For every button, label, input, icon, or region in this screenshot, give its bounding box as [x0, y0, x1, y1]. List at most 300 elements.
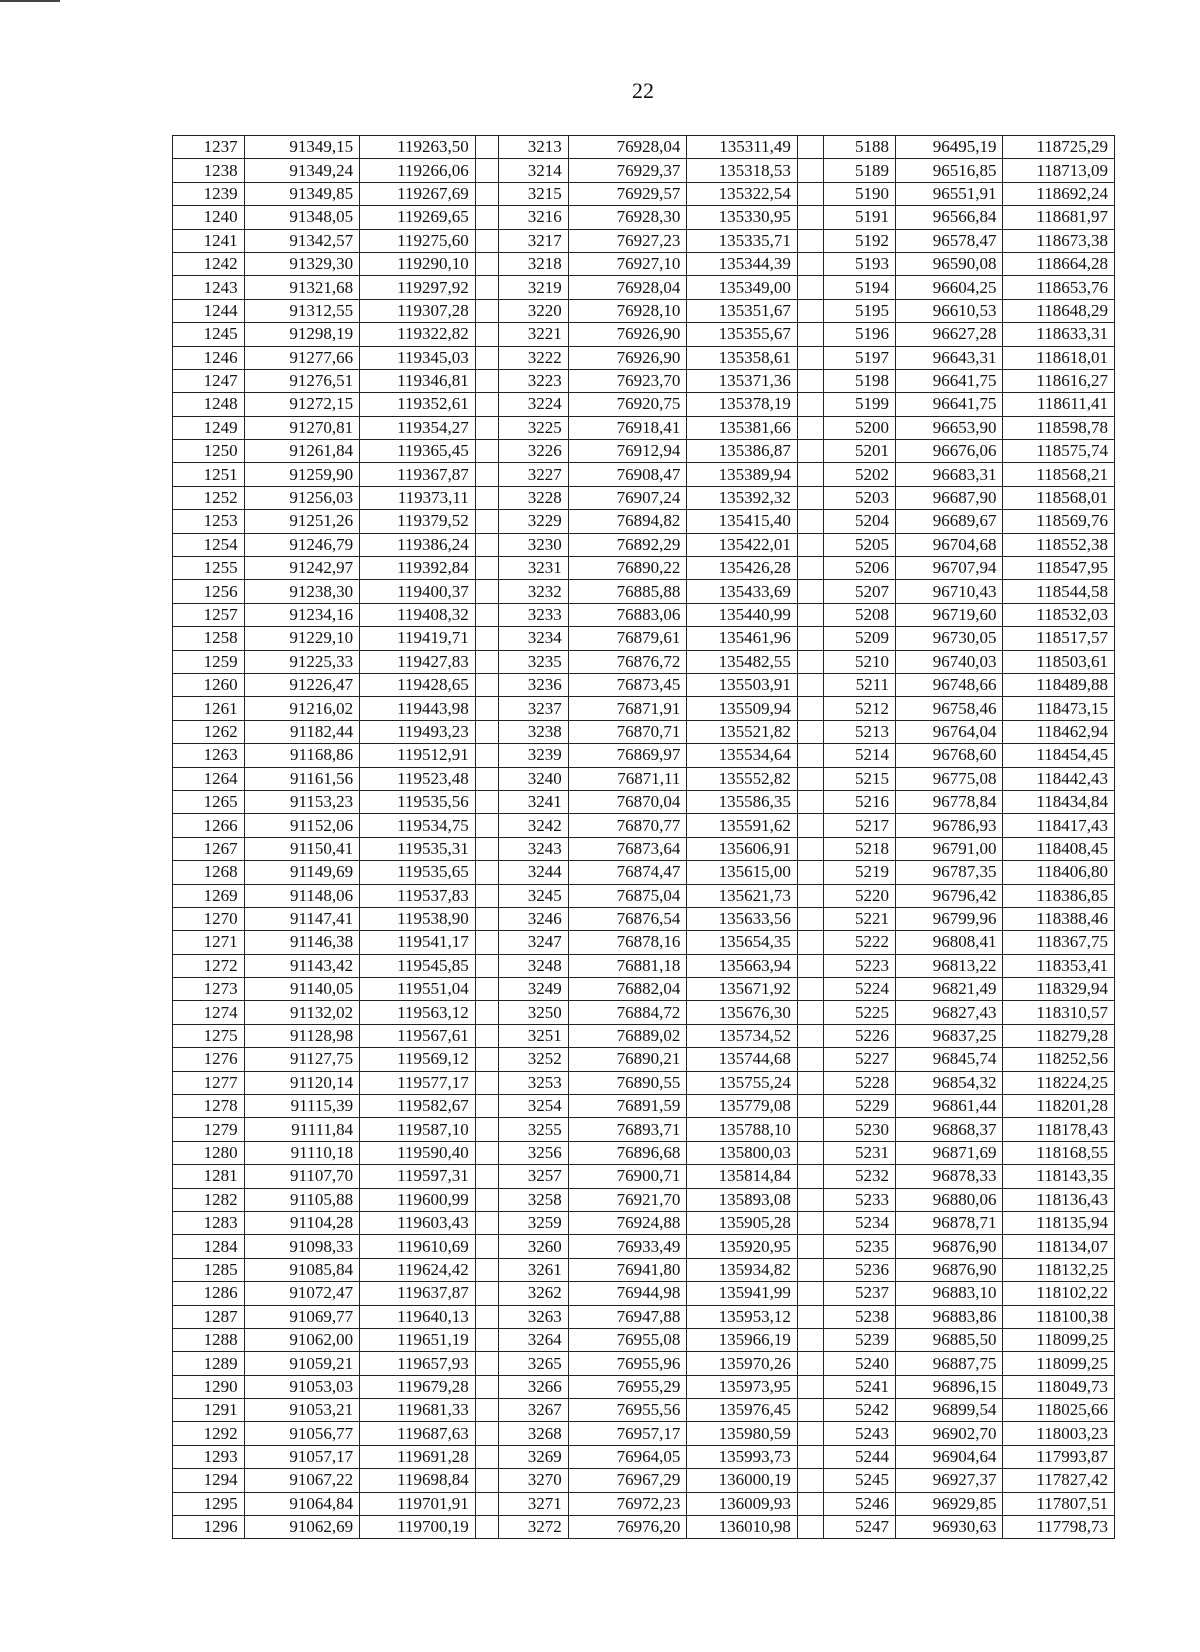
middle-y-coordinate-cell: 135788,10 — [687, 1118, 797, 1141]
right-point-number-cell: 5225 — [824, 1001, 896, 1024]
table-row — [173, 744, 1115, 767]
middle-x-coordinate-cell: 76955,29 — [568, 1375, 687, 1398]
left-x-coordinate-cell: 91132,02 — [244, 1001, 360, 1024]
right-point-number-cell: 5191 — [824, 206, 896, 229]
middle-y-coordinate-cell: 135349,00 — [687, 276, 797, 299]
left-point-number-cell: 1289 — [173, 1352, 245, 1375]
page-number: 22 — [632, 78, 654, 103]
left-y-coordinate-cell: 119538,90 — [360, 907, 476, 930]
middle-x-coordinate-cell: 76870,04 — [568, 790, 687, 813]
right-y-coordinate-cell: 118135,94 — [1003, 1211, 1115, 1234]
right-point-number-cell: 5213 — [824, 720, 896, 743]
right-y-coordinate-cell: 118544,58 — [1003, 580, 1115, 603]
left-point-number-cell: 1295 — [173, 1492, 245, 1515]
right-x-coordinate-cell: 96883,10 — [896, 1282, 1003, 1305]
middle-x-coordinate-cell: 76869,97 — [568, 744, 687, 767]
column-gap — [797, 790, 824, 813]
column-gap — [797, 1492, 824, 1515]
right-point-number-cell: 5241 — [824, 1375, 896, 1398]
middle-point-number-cell: 3258 — [499, 1188, 569, 1211]
middle-y-coordinate-cell: 135371,36 — [687, 369, 797, 392]
right-point-number-cell: 5236 — [824, 1258, 896, 1281]
middle-y-coordinate-cell: 135755,24 — [687, 1071, 797, 1094]
middle-point-number-cell: 3271 — [499, 1492, 569, 1515]
middle-point-number-cell: 3251 — [499, 1024, 569, 1047]
right-point-number-cell: 5243 — [824, 1422, 896, 1445]
right-point-number-cell: 5195 — [824, 299, 896, 322]
right-x-coordinate-cell: 96516,85 — [896, 159, 1003, 182]
middle-y-coordinate-cell: 135966,19 — [687, 1328, 797, 1351]
right-point-number-cell: 5233 — [824, 1188, 896, 1211]
right-x-coordinate-cell: 96719,60 — [896, 603, 1003, 626]
middle-x-coordinate-cell: 76881,18 — [568, 954, 687, 977]
middle-x-coordinate-cell: 76927,23 — [568, 229, 687, 252]
right-point-number-cell: 5205 — [824, 533, 896, 556]
left-y-coordinate-cell: 119701,91 — [360, 1492, 476, 1515]
right-point-number-cell: 5190 — [824, 182, 896, 205]
right-x-coordinate-cell: 96883,86 — [896, 1305, 1003, 1328]
left-point-number-cell: 1251 — [173, 463, 245, 486]
column-gap — [475, 1048, 499, 1071]
middle-x-coordinate-cell: 76883,06 — [568, 603, 687, 626]
middle-point-number-cell: 3214 — [499, 159, 569, 182]
left-y-coordinate-cell: 119567,61 — [360, 1024, 476, 1047]
column-gap — [797, 1048, 824, 1071]
right-y-coordinate-cell: 118136,43 — [1003, 1188, 1115, 1211]
left-x-coordinate-cell: 91085,84 — [244, 1258, 360, 1281]
table-row — [173, 931, 1115, 954]
left-x-coordinate-cell: 91062,00 — [244, 1328, 360, 1351]
left-point-number-cell: 1263 — [173, 744, 245, 767]
left-y-coordinate-cell: 119386,24 — [360, 533, 476, 556]
right-x-coordinate-cell: 96896,15 — [896, 1375, 1003, 1398]
table-row — [173, 1001, 1115, 1024]
table-row — [173, 1328, 1115, 1351]
column-gap — [797, 299, 824, 322]
left-y-coordinate-cell: 119352,61 — [360, 393, 476, 416]
right-y-coordinate-cell: 117798,73 — [1003, 1516, 1115, 1539]
left-y-coordinate-cell: 119307,28 — [360, 299, 476, 322]
right-y-coordinate-cell: 118568,01 — [1003, 486, 1115, 509]
middle-y-coordinate-cell: 135779,08 — [687, 1095, 797, 1118]
left-point-number-cell: 1266 — [173, 814, 245, 837]
column-gap — [475, 1422, 499, 1445]
left-x-coordinate-cell: 91072,47 — [244, 1282, 360, 1305]
column-gap — [475, 229, 499, 252]
table-row — [173, 837, 1115, 860]
right-point-number-cell: 5228 — [824, 1071, 896, 1094]
right-y-coordinate-cell: 118279,28 — [1003, 1024, 1115, 1047]
middle-y-coordinate-cell: 135552,82 — [687, 767, 797, 790]
right-y-coordinate-cell: 118618,01 — [1003, 346, 1115, 369]
left-point-number-cell: 1249 — [173, 416, 245, 439]
column-gap — [475, 1375, 499, 1398]
middle-y-coordinate-cell: 135676,30 — [687, 1001, 797, 1024]
column-gap — [797, 1516, 824, 1539]
middle-y-coordinate-cell: 135814,84 — [687, 1165, 797, 1188]
right-y-coordinate-cell: 118442,43 — [1003, 767, 1115, 790]
middle-x-coordinate-cell: 76890,21 — [568, 1048, 687, 1071]
right-point-number-cell: 5208 — [824, 603, 896, 626]
right-point-number-cell: 5202 — [824, 463, 896, 486]
middle-point-number-cell: 3247 — [499, 931, 569, 954]
right-point-number-cell: 5219 — [824, 861, 896, 884]
right-y-coordinate-cell: 118132,25 — [1003, 1258, 1115, 1281]
middle-point-number-cell: 3229 — [499, 510, 569, 533]
column-gap — [475, 861, 499, 884]
middle-y-coordinate-cell: 135433,69 — [687, 580, 797, 603]
table-row — [173, 1165, 1115, 1188]
column-gap — [797, 650, 824, 673]
right-y-coordinate-cell: 118417,43 — [1003, 814, 1115, 837]
left-y-coordinate-cell: 119603,43 — [360, 1211, 476, 1234]
table-row — [173, 346, 1115, 369]
left-y-coordinate-cell: 119563,12 — [360, 1001, 476, 1024]
left-x-coordinate-cell: 91105,88 — [244, 1188, 360, 1211]
middle-y-coordinate-cell: 136010,98 — [687, 1516, 797, 1539]
right-y-coordinate-cell: 118648,29 — [1003, 299, 1115, 322]
table-row — [173, 907, 1115, 930]
middle-point-number-cell: 3238 — [499, 720, 569, 743]
middle-y-coordinate-cell: 135621,73 — [687, 884, 797, 907]
middle-y-coordinate-cell: 135482,55 — [687, 650, 797, 673]
right-y-coordinate-cell: 118681,97 — [1003, 206, 1115, 229]
right-point-number-cell: 5216 — [824, 790, 896, 813]
middle-point-number-cell: 3231 — [499, 557, 569, 580]
left-y-coordinate-cell: 119535,56 — [360, 790, 476, 813]
left-y-coordinate-cell: 119535,31 — [360, 837, 476, 860]
table-row — [173, 720, 1115, 743]
middle-point-number-cell: 3242 — [499, 814, 569, 837]
left-point-number-cell: 1269 — [173, 884, 245, 907]
column-gap — [797, 861, 824, 884]
right-y-coordinate-cell: 118102,22 — [1003, 1282, 1115, 1305]
column-gap — [797, 580, 824, 603]
left-point-number-cell: 1278 — [173, 1095, 245, 1118]
left-point-number-cell: 1254 — [173, 533, 245, 556]
right-y-coordinate-cell: 118434,84 — [1003, 790, 1115, 813]
right-x-coordinate-cell: 96551,91 — [896, 182, 1003, 205]
left-y-coordinate-cell: 119691,28 — [360, 1445, 476, 1468]
column-gap — [797, 1211, 824, 1234]
middle-x-coordinate-cell: 76884,72 — [568, 1001, 687, 1024]
left-point-number-cell: 1265 — [173, 790, 245, 813]
middle-point-number-cell: 3249 — [499, 978, 569, 1001]
column-gap — [475, 533, 499, 556]
middle-point-number-cell: 3225 — [499, 416, 569, 439]
middle-y-coordinate-cell: 135671,92 — [687, 978, 797, 1001]
left-x-coordinate-cell: 91057,17 — [244, 1445, 360, 1468]
table-row — [173, 1305, 1115, 1328]
left-y-coordinate-cell: 119379,52 — [360, 510, 476, 533]
right-point-number-cell: 5215 — [824, 767, 896, 790]
middle-x-coordinate-cell: 76876,54 — [568, 907, 687, 930]
left-point-number-cell: 1240 — [173, 206, 245, 229]
column-gap — [797, 1305, 824, 1328]
column-gap — [797, 369, 824, 392]
right-x-coordinate-cell: 96929,85 — [896, 1492, 1003, 1515]
middle-x-coordinate-cell: 76876,72 — [568, 650, 687, 673]
column-gap — [475, 907, 499, 930]
right-x-coordinate-cell: 96495,19 — [896, 136, 1003, 159]
middle-y-coordinate-cell: 135503,91 — [687, 673, 797, 696]
column-gap — [475, 206, 499, 229]
right-y-coordinate-cell: 118134,07 — [1003, 1235, 1115, 1258]
middle-point-number-cell: 3270 — [499, 1469, 569, 1492]
left-point-number-cell: 1280 — [173, 1141, 245, 1164]
left-y-coordinate-cell: 119428,65 — [360, 673, 476, 696]
left-x-coordinate-cell: 91056,77 — [244, 1422, 360, 1445]
right-point-number-cell: 5245 — [824, 1469, 896, 1492]
table-row — [173, 1235, 1115, 1258]
left-y-coordinate-cell: 119346,81 — [360, 369, 476, 392]
middle-y-coordinate-cell: 135615,00 — [687, 861, 797, 884]
column-gap — [797, 393, 824, 416]
right-x-coordinate-cell: 96778,84 — [896, 790, 1003, 813]
right-y-coordinate-cell: 118616,27 — [1003, 369, 1115, 392]
right-x-coordinate-cell: 96796,42 — [896, 884, 1003, 907]
left-x-coordinate-cell: 91242,97 — [244, 557, 360, 580]
middle-x-coordinate-cell: 76929,57 — [568, 182, 687, 205]
column-gap — [797, 463, 824, 486]
middle-x-coordinate-cell: 76928,04 — [568, 136, 687, 159]
middle-point-number-cell: 3224 — [499, 393, 569, 416]
left-y-coordinate-cell: 119392,84 — [360, 557, 476, 580]
left-y-coordinate-cell: 119637,87 — [360, 1282, 476, 1305]
column-gap — [475, 884, 499, 907]
right-point-number-cell: 5217 — [824, 814, 896, 837]
left-x-coordinate-cell: 91053,21 — [244, 1399, 360, 1422]
right-y-coordinate-cell: 118575,74 — [1003, 440, 1115, 463]
right-point-number-cell: 5221 — [824, 907, 896, 930]
column-gap — [475, 136, 499, 159]
middle-y-coordinate-cell: 135663,94 — [687, 954, 797, 977]
left-x-coordinate-cell: 91272,15 — [244, 393, 360, 416]
right-point-number-cell: 5197 — [824, 346, 896, 369]
right-x-coordinate-cell: 96610,53 — [896, 299, 1003, 322]
middle-x-coordinate-cell: 76892,29 — [568, 533, 687, 556]
left-point-number-cell: 1256 — [173, 580, 245, 603]
right-x-coordinate-cell: 96764,04 — [896, 720, 1003, 743]
column-gap — [475, 1165, 499, 1188]
right-x-coordinate-cell: 96854,32 — [896, 1071, 1003, 1094]
left-x-coordinate-cell: 91098,33 — [244, 1235, 360, 1258]
middle-y-coordinate-cell: 135993,73 — [687, 1445, 797, 1468]
table-row — [173, 650, 1115, 673]
table-row — [173, 486, 1115, 509]
left-x-coordinate-cell: 91349,24 — [244, 159, 360, 182]
middle-x-coordinate-cell: 76894,82 — [568, 510, 687, 533]
right-x-coordinate-cell: 96683,31 — [896, 463, 1003, 486]
table-row — [173, 1492, 1115, 1515]
middle-point-number-cell: 3248 — [499, 954, 569, 977]
column-gap — [475, 1188, 499, 1211]
left-point-number-cell: 1291 — [173, 1399, 245, 1422]
middle-y-coordinate-cell: 135311,49 — [687, 136, 797, 159]
middle-point-number-cell: 3264 — [499, 1328, 569, 1351]
left-point-number-cell: 1293 — [173, 1445, 245, 1468]
table-row — [173, 954, 1115, 977]
column-gap — [475, 1399, 499, 1422]
column-gap — [475, 1001, 499, 1024]
middle-point-number-cell: 3213 — [499, 136, 569, 159]
middle-y-coordinate-cell: 135355,67 — [687, 323, 797, 346]
left-point-number-cell: 1275 — [173, 1024, 245, 1047]
left-y-coordinate-cell: 119267,69 — [360, 182, 476, 205]
middle-x-coordinate-cell: 76921,70 — [568, 1188, 687, 1211]
right-x-coordinate-cell: 96704,68 — [896, 533, 1003, 556]
table-row — [173, 1469, 1115, 1492]
column-gap — [797, 1001, 824, 1024]
left-y-coordinate-cell: 119700,19 — [360, 1516, 476, 1539]
middle-x-coordinate-cell: 76955,96 — [568, 1352, 687, 1375]
column-gap — [797, 182, 824, 205]
left-x-coordinate-cell: 91107,70 — [244, 1165, 360, 1188]
column-gap — [475, 1141, 499, 1164]
column-gap — [475, 299, 499, 322]
middle-point-number-cell: 3222 — [499, 346, 569, 369]
left-x-coordinate-cell: 91251,26 — [244, 510, 360, 533]
column-gap — [797, 1188, 824, 1211]
left-point-number-cell: 1288 — [173, 1328, 245, 1351]
right-y-coordinate-cell: 118598,78 — [1003, 416, 1115, 439]
right-x-coordinate-cell: 96899,54 — [896, 1399, 1003, 1422]
middle-y-coordinate-cell: 135318,53 — [687, 159, 797, 182]
table-row — [173, 603, 1115, 626]
table-row — [173, 1375, 1115, 1398]
middle-y-coordinate-cell: 135905,28 — [687, 1211, 797, 1234]
middle-y-coordinate-cell: 135586,35 — [687, 790, 797, 813]
left-x-coordinate-cell: 91067,22 — [244, 1469, 360, 1492]
right-y-coordinate-cell: 118224,25 — [1003, 1071, 1115, 1094]
table-row — [173, 1211, 1115, 1234]
middle-y-coordinate-cell: 135734,52 — [687, 1024, 797, 1047]
left-point-number-cell: 1267 — [173, 837, 245, 860]
left-x-coordinate-cell: 91120,14 — [244, 1071, 360, 1094]
column-gap — [475, 603, 499, 626]
table-row — [173, 533, 1115, 556]
middle-point-number-cell: 3252 — [499, 1048, 569, 1071]
column-gap — [475, 1282, 499, 1305]
column-gap — [475, 1492, 499, 1515]
left-y-coordinate-cell: 119269,65 — [360, 206, 476, 229]
left-x-coordinate-cell: 91053,03 — [244, 1375, 360, 1398]
right-x-coordinate-cell: 96641,75 — [896, 369, 1003, 392]
column-gap — [475, 1328, 499, 1351]
right-point-number-cell: 5226 — [824, 1024, 896, 1047]
left-point-number-cell: 1257 — [173, 603, 245, 626]
right-y-coordinate-cell: 118388,46 — [1003, 907, 1115, 930]
right-point-number-cell: 5235 — [824, 1235, 896, 1258]
left-x-coordinate-cell: 91234,16 — [244, 603, 360, 626]
left-point-number-cell: 1238 — [173, 159, 245, 182]
left-y-coordinate-cell: 119419,71 — [360, 627, 476, 650]
left-y-coordinate-cell: 119322,82 — [360, 323, 476, 346]
right-point-number-cell: 5209 — [824, 627, 896, 650]
right-x-coordinate-cell: 96876,90 — [896, 1235, 1003, 1258]
right-x-coordinate-cell: 96837,25 — [896, 1024, 1003, 1047]
column-gap — [475, 744, 499, 767]
column-gap — [475, 1516, 499, 1539]
column-gap — [475, 1211, 499, 1234]
column-gap — [475, 1071, 499, 1094]
table-row — [173, 1188, 1115, 1211]
left-y-coordinate-cell: 119551,04 — [360, 978, 476, 1001]
left-y-coordinate-cell: 119651,19 — [360, 1328, 476, 1351]
left-point-number-cell: 1290 — [173, 1375, 245, 1398]
left-point-number-cell: 1260 — [173, 673, 245, 696]
column-gap — [797, 159, 824, 182]
middle-y-coordinate-cell: 135344,39 — [687, 252, 797, 275]
column-gap — [797, 136, 824, 159]
middle-y-coordinate-cell: 135415,40 — [687, 510, 797, 533]
left-point-number-cell: 1244 — [173, 299, 245, 322]
column-gap — [475, 1352, 499, 1375]
left-y-coordinate-cell: 119590,40 — [360, 1141, 476, 1164]
middle-point-number-cell: 3219 — [499, 276, 569, 299]
column-gap — [475, 1118, 499, 1141]
left-x-coordinate-cell: 91147,41 — [244, 907, 360, 930]
column-gap — [797, 510, 824, 533]
left-point-number-cell: 1270 — [173, 907, 245, 930]
column-gap — [797, 954, 824, 977]
left-x-coordinate-cell: 91150,41 — [244, 837, 360, 860]
table-row — [173, 299, 1115, 322]
right-x-coordinate-cell: 96653,90 — [896, 416, 1003, 439]
middle-x-coordinate-cell: 76957,17 — [568, 1422, 687, 1445]
middle-point-number-cell: 3253 — [499, 1071, 569, 1094]
left-x-coordinate-cell: 91110,18 — [244, 1141, 360, 1164]
column-gap — [797, 720, 824, 743]
left-x-coordinate-cell: 91312,55 — [244, 299, 360, 322]
table-row — [173, 252, 1115, 275]
left-x-coordinate-cell: 91149,69 — [244, 861, 360, 884]
right-point-number-cell: 5223 — [824, 954, 896, 977]
left-y-coordinate-cell: 119427,83 — [360, 650, 476, 673]
left-y-coordinate-cell: 119373,11 — [360, 486, 476, 509]
table-row — [173, 1282, 1115, 1305]
right-x-coordinate-cell: 96799,96 — [896, 907, 1003, 930]
table-row — [173, 697, 1115, 720]
right-x-coordinate-cell: 96871,69 — [896, 1141, 1003, 1164]
left-point-number-cell: 1272 — [173, 954, 245, 977]
left-point-number-cell: 1287 — [173, 1305, 245, 1328]
left-x-coordinate-cell: 91277,66 — [244, 346, 360, 369]
left-point-number-cell: 1239 — [173, 182, 245, 205]
middle-x-coordinate-cell: 76907,24 — [568, 486, 687, 509]
middle-x-coordinate-cell: 76944,98 — [568, 1282, 687, 1305]
middle-point-number-cell: 3272 — [499, 1516, 569, 1539]
left-y-coordinate-cell: 119263,50 — [360, 136, 476, 159]
left-x-coordinate-cell: 91238,30 — [244, 580, 360, 603]
table-row — [173, 463, 1115, 486]
middle-y-coordinate-cell: 136000,19 — [687, 1469, 797, 1492]
column-gap — [797, 1141, 824, 1164]
middle-y-coordinate-cell: 135976,45 — [687, 1399, 797, 1422]
left-x-coordinate-cell: 91348,05 — [244, 206, 360, 229]
middle-point-number-cell: 3216 — [499, 206, 569, 229]
right-point-number-cell: 5193 — [824, 252, 896, 275]
table-row — [173, 557, 1115, 580]
middle-x-coordinate-cell: 76900,71 — [568, 1165, 687, 1188]
middle-y-coordinate-cell: 135973,95 — [687, 1375, 797, 1398]
left-y-coordinate-cell: 119679,28 — [360, 1375, 476, 1398]
table-row — [173, 136, 1115, 159]
table-row — [173, 1258, 1115, 1281]
right-x-coordinate-cell: 96791,00 — [896, 837, 1003, 860]
table-row — [173, 978, 1115, 1001]
middle-x-coordinate-cell: 76875,04 — [568, 884, 687, 907]
